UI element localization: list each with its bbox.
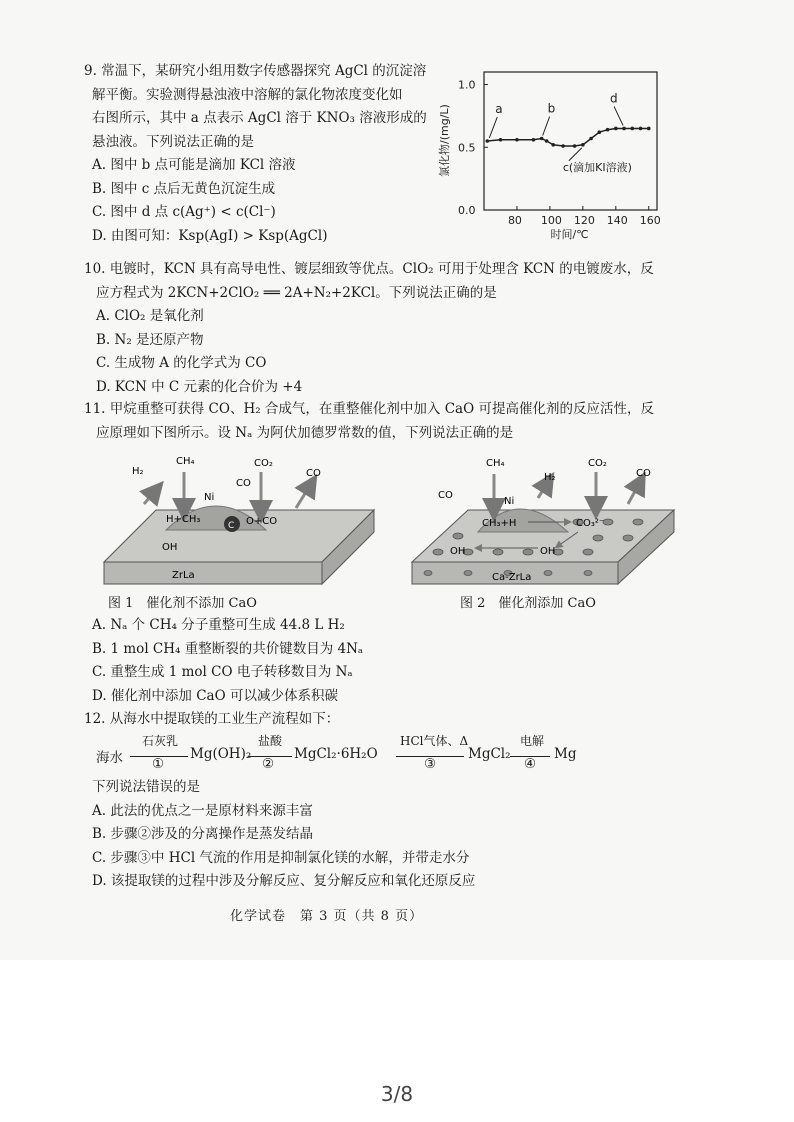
fig1-label-ni: Ni — [204, 492, 215, 503]
q12-option-c: C. 步骤③中 HCl 气流的作用是抑制氯化镁的水解，并带走水分 — [92, 849, 470, 866]
data-point — [581, 143, 585, 147]
fig1-label-hch3: H+CH₃ — [166, 514, 201, 525]
fig1-label-ch4: CH₄ — [176, 456, 195, 467]
question-11-options — [84, 614, 724, 708]
catalyst-figure-1 — [96, 452, 376, 592]
x-tick-label: 100 — [540, 214, 562, 227]
data-point — [622, 127, 626, 131]
annotation-d: d — [610, 91, 618, 106]
q11-line: 应原理如下图所示。设 Nₐ 为阿伏加德罗常数的值，下列说法正确的是 — [96, 424, 514, 441]
flow-num-4: ④ — [524, 756, 537, 772]
fig2-label-co3: CO₃²⁻ — [576, 518, 605, 529]
flow-reagent-2: 盐酸 — [258, 734, 283, 748]
data-point — [598, 130, 602, 134]
question-11 — [84, 398, 724, 445]
flow-reagent-4: 电解 — [520, 734, 545, 748]
x-tick-label: 160 — [639, 214, 661, 227]
data-point — [561, 144, 565, 148]
figure-2-caption: 图 2 催化剂添加 CaO — [460, 596, 596, 611]
figure-1-caption: 图 1 催化剂不添加 CaO — [108, 596, 257, 611]
q10-option-a: A. ClO₂ 是氧化剂 — [96, 308, 204, 324]
fig1-label-co-b: CO — [236, 478, 251, 489]
flow-product-3: MgCl₂ — [468, 746, 511, 762]
y-tick-label: 1.0 — [458, 78, 476, 92]
q12-option-b: B. 步骤②涉及的分离操作是蒸发结晶 — [92, 826, 314, 842]
question-9 — [84, 60, 444, 248]
fig1-label-oh: OH — [162, 542, 178, 553]
data-point — [647, 127, 651, 131]
fig2-label-h2: H₂ — [544, 472, 556, 483]
flow-start: 海水 — [96, 750, 123, 766]
data-point — [639, 127, 643, 131]
flow-product-2: MgCl₂·6H₂O — [294, 746, 378, 762]
q10-option-b: B. N₂ 是还原产物 — [96, 331, 204, 348]
q12-option-d: D. 该提取镁的过程中涉及分解反应、复分解反应和氧化还原反应 — [92, 873, 476, 889]
q9-line: 右图所示，其中 a 点表示 AgCl 溶于 KNO₃ 溶液形成的 — [92, 110, 427, 126]
flow-num-2: ② — [262, 756, 275, 772]
fig2-label-cazrla: Ca-ZrLa — [492, 572, 532, 583]
data-point — [532, 138, 536, 142]
fig1-label-zrla: ZrLa — [172, 570, 195, 581]
annotation-d-pointer — [614, 106, 623, 125]
fig1-label-h2: H₂ — [132, 466, 144, 477]
q9-line: 解平衡。实验测得悬浊液中溶解的氯化物浓度变化如 — [92, 86, 403, 103]
q10-line: 应方程式为 2KCN+2ClO₂ ══ 2A+N₂+2KCl。下列说法正确的是 — [96, 284, 497, 301]
data-point — [545, 139, 549, 143]
q9-line: 9. 常温下，某研究小组用数字传感器探究 AgCl 的沉淀溶 — [84, 63, 427, 79]
q12-prompt: 下列说法错误的是 — [92, 779, 200, 795]
question-12-options — [84, 776, 724, 894]
data-point — [630, 127, 634, 131]
fig2-label-oh-right: OH — [540, 546, 556, 557]
x-tick-label: 80 — [507, 214, 522, 227]
fig2-label-ni: Ni — [504, 496, 515, 507]
flow-product-4: Mg — [554, 746, 577, 762]
data-point — [515, 138, 519, 142]
chloride-concentration-chart — [432, 60, 672, 240]
fig2-label-co2: CO₂ — [588, 458, 607, 469]
fig2-label-co-left: CO — [438, 490, 453, 501]
y-tick-label: 0.0 — [458, 204, 476, 217]
fig1-label-c: C — [228, 521, 235, 531]
y-axis-label: 氯化物/(mg/L) — [438, 104, 451, 177]
data-point — [540, 137, 544, 141]
data-point — [573, 144, 577, 148]
fig2-label-ch4: CH₄ — [486, 458, 505, 469]
question-10 — [84, 258, 724, 399]
q11-option-d: D. 催化剂中添加 CaO 可以减少体系积碳 — [92, 687, 338, 704]
x-tick-label: 120 — [573, 214, 595, 227]
catalyst-figure-2 — [408, 452, 678, 592]
y-tick-label: 0.5 — [458, 141, 476, 155]
annotation-c-pointer — [569, 148, 582, 161]
q11-option-a: A. Nₐ 个 CH₄ 分子重整可生成 44.8 L H₂ — [92, 617, 345, 633]
q9-option-c: C. 图中 d 点 c(Ag⁺) < c(Cl⁻) — [92, 204, 276, 220]
q9-option-a: A. 图中 b 点可能是滴加 KCl 溶液 — [92, 157, 296, 173]
page-footer: 化学试卷 第 3 页（共 8 页） — [230, 909, 424, 924]
q9-line: 悬浊液。下列说法正确的是 — [92, 133, 254, 150]
q9-option-d: D. 由图可知：Ksp(AgI) > Ksp(AgCl) — [92, 227, 328, 244]
flow-reagent-1: 石灰乳 — [142, 734, 179, 748]
question-12 — [84, 708, 724, 732]
fig1-label-co: CO — [306, 468, 321, 479]
page-indicator: 3/8 — [380, 1082, 414, 1106]
fig2-label-ch3h: CH₃+H — [482, 518, 517, 529]
q11-option-b: B. 1 mol CH₄ 重整断裂的共价键数目为 4Nₐ — [92, 640, 364, 657]
q10-line: 10. 电镀时，KCN 具有高导电性、镀层细致等优点。ClO₂ 可用于处理含 KCN 的电镀废水，反 — [84, 261, 654, 277]
data-point — [485, 139, 489, 143]
data-point — [499, 138, 503, 142]
fig1-label-co2: CO₂ — [254, 458, 273, 469]
q11-option-c: C. 重整生成 1 mol CO 电子转移数目为 Nₐ — [92, 664, 353, 680]
q9-option-b: B. 图中 c 点后无黄色沉淀生成 — [92, 180, 276, 197]
data-point — [614, 127, 618, 131]
flow-product-1: Mg(OH)₂ — [190, 746, 252, 762]
flow-num-1: ① — [152, 756, 165, 772]
annotation-b: b — [547, 101, 556, 116]
q10-option-c: C. 生成物 A 的化学式为 CO — [96, 355, 267, 371]
q12-line: 12. 从海水中提取镁的工业生产流程如下： — [84, 711, 340, 727]
data-point — [606, 128, 610, 132]
flow-num-3: ③ — [424, 756, 437, 772]
q12-option-a: A. 此法的优点之一是原材料来源丰富 — [92, 802, 313, 819]
x-tick-label: 140 — [606, 214, 628, 227]
x-axis-label: 时间/℃ — [550, 228, 589, 240]
fig1-label-oco: O+CO — [246, 516, 278, 527]
data-point — [589, 137, 593, 141]
fig2-label-oh-left: OH — [450, 546, 466, 557]
annotation-b-pointer — [543, 116, 550, 135]
annotation-a: a — [495, 102, 503, 116]
annotation-c: c(滴加KI溶液) — [562, 160, 632, 174]
magnesium-flow-diagram — [96, 734, 596, 772]
plot-frame — [484, 72, 657, 210]
flow-reagent-3: HCl气体、Δ — [400, 734, 469, 748]
q10-option-d: D. KCN 中 C 元素的化合价为 +4 — [96, 378, 303, 395]
fig2-label-co: CO — [636, 468, 651, 479]
annotation-a-pointer — [489, 117, 497, 138]
q11-line: 11. 甲烷重整可获得 CO、H₂ 合成气，在重整催化剂中加入 CaO 可提高催化剂的反应活性，反 — [84, 401, 654, 417]
data-point — [551, 143, 555, 147]
chloride-series-line — [487, 129, 649, 147]
